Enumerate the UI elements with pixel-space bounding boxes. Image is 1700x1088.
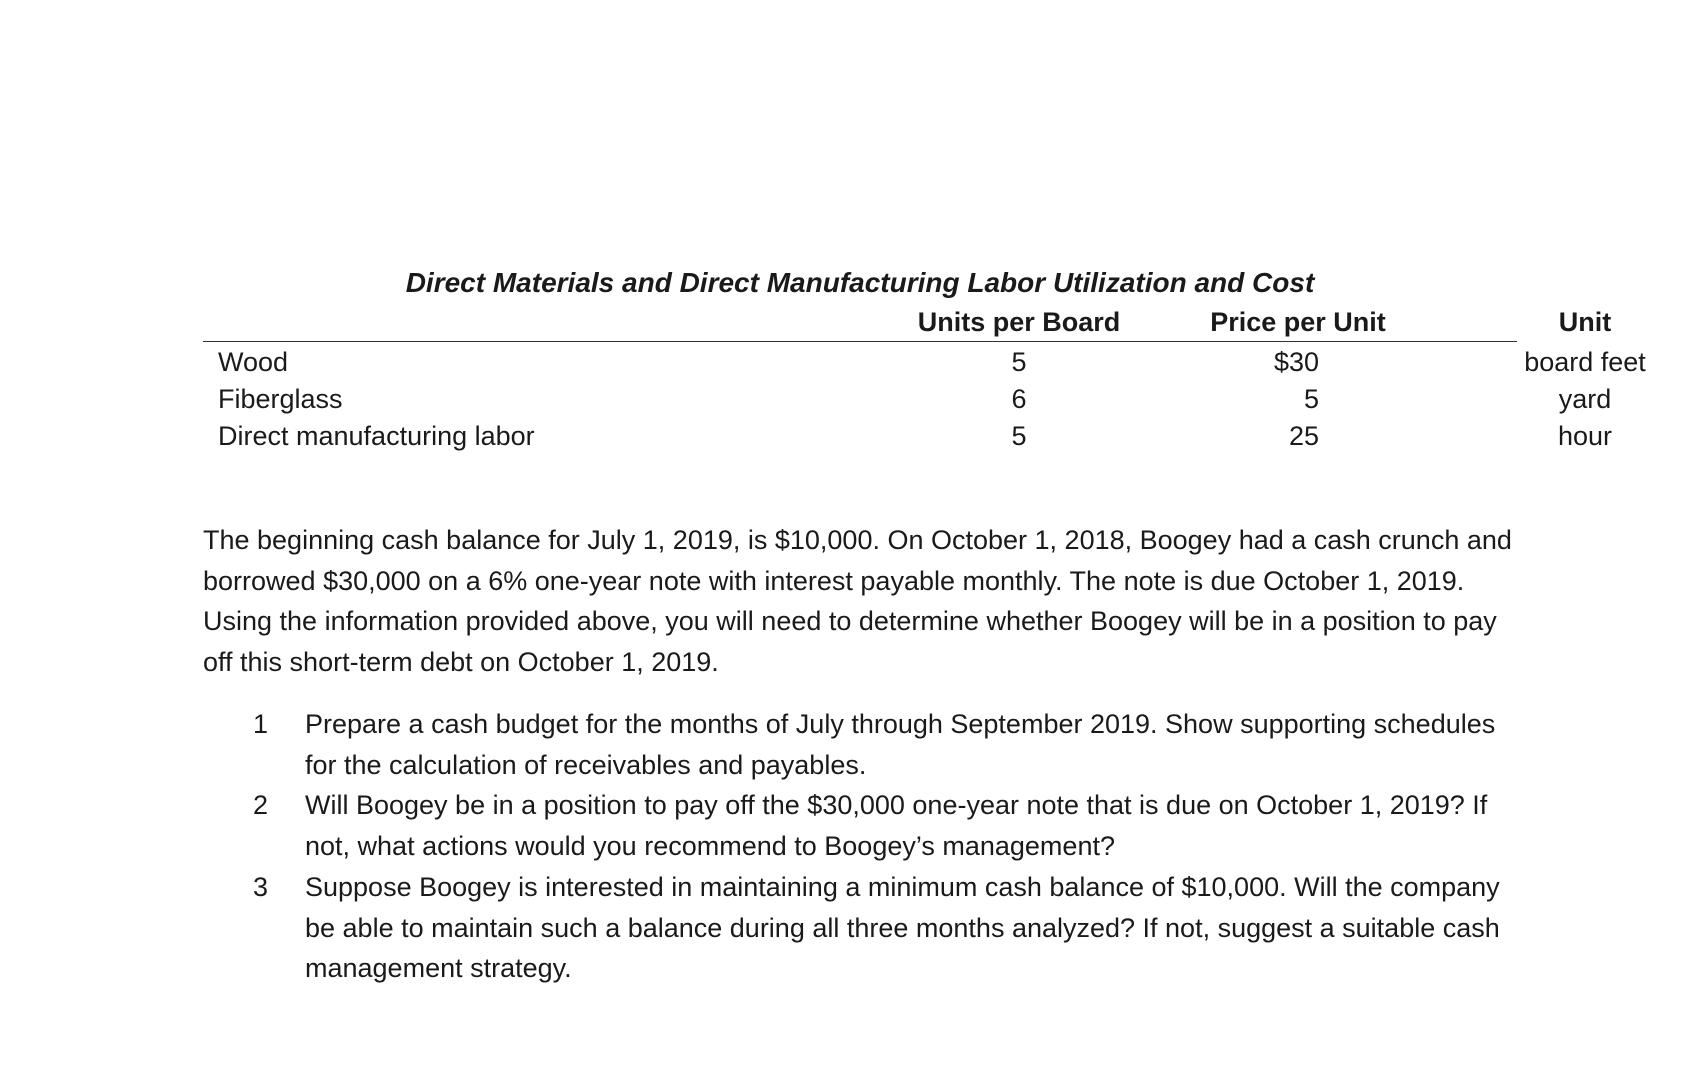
table-row-wood <box>203 344 1646 381</box>
row-unit: hour <box>1557 421 1613 451</box>
question-number: 1 <box>253 709 269 739</box>
table-header-row <box>203 303 1612 342</box>
question-item <box>203 785 1533 866</box>
row-units-per-board: 5 <box>1011 347 1027 377</box>
header-units-per-board: Units per Board <box>917 307 1121 337</box>
question-item <box>203 867 1533 989</box>
question-text: Prepare a cash budget for the months of July through September 2019. Show supporting schedules for the calculation of receivables and payables. <box>305 709 1496 780</box>
row-unit: yard <box>1558 384 1612 414</box>
table-row-fiberglass <box>203 381 1612 418</box>
question-number: 2 <box>253 790 269 821</box>
row-label: Wood <box>218 347 289 377</box>
table-title: Direct Materials and Direct Manufacturing Labor Utilization and Cost <box>405 267 1315 298</box>
question-number: 3 <box>253 871 269 902</box>
question-text: Will Boogey be in a position to pay off the $30,000 one-year note that is due on October 1, 2019? If not, what actions would you recommend to Boogey’s management? <box>305 790 1488 862</box>
row-price-per-unit: $30 <box>1273 347 1319 377</box>
question-text: Suppose Boogey is interested in maintaining a minimum cash balance of $10,000. Will the company be able to maintain such a balance during all three months analyzed? If not, suggest a suitable cash management strategy. <box>305 871 1500 984</box>
row-label: Fiberglass <box>218 384 343 414</box>
row-label: Direct manufacturing labor <box>218 421 535 451</box>
row-price-per-unit: 5 <box>1303 384 1319 414</box>
header-unit: Unit <box>1558 307 1612 337</box>
table-row-direct-labor <box>203 418 1613 455</box>
row-units-per-board: 6 <box>1011 384 1027 414</box>
question-item <box>203 704 1533 785</box>
row-units-per-board: 5 <box>1011 421 1027 451</box>
row-price-per-unit: 25 <box>1288 421 1319 451</box>
intro-paragraph: The beginning cash balance for July 1, 2019, is $10,000. On October 1, 2018, Boogey had a cash crunch and borrowed $30,000 on a 6% one-year note with interest payable monthly. The note is due October 1, 2019. Using the information provided above, you will need to determine whether Boogey will be in a position to pay off this short-term debt on October 1, 2019. <box>203 525 1512 677</box>
header-price-per-unit: Price per Unit <box>1210 307 1386 337</box>
row-unit: board feet <box>1524 347 1646 377</box>
question-list <box>203 704 1533 989</box>
